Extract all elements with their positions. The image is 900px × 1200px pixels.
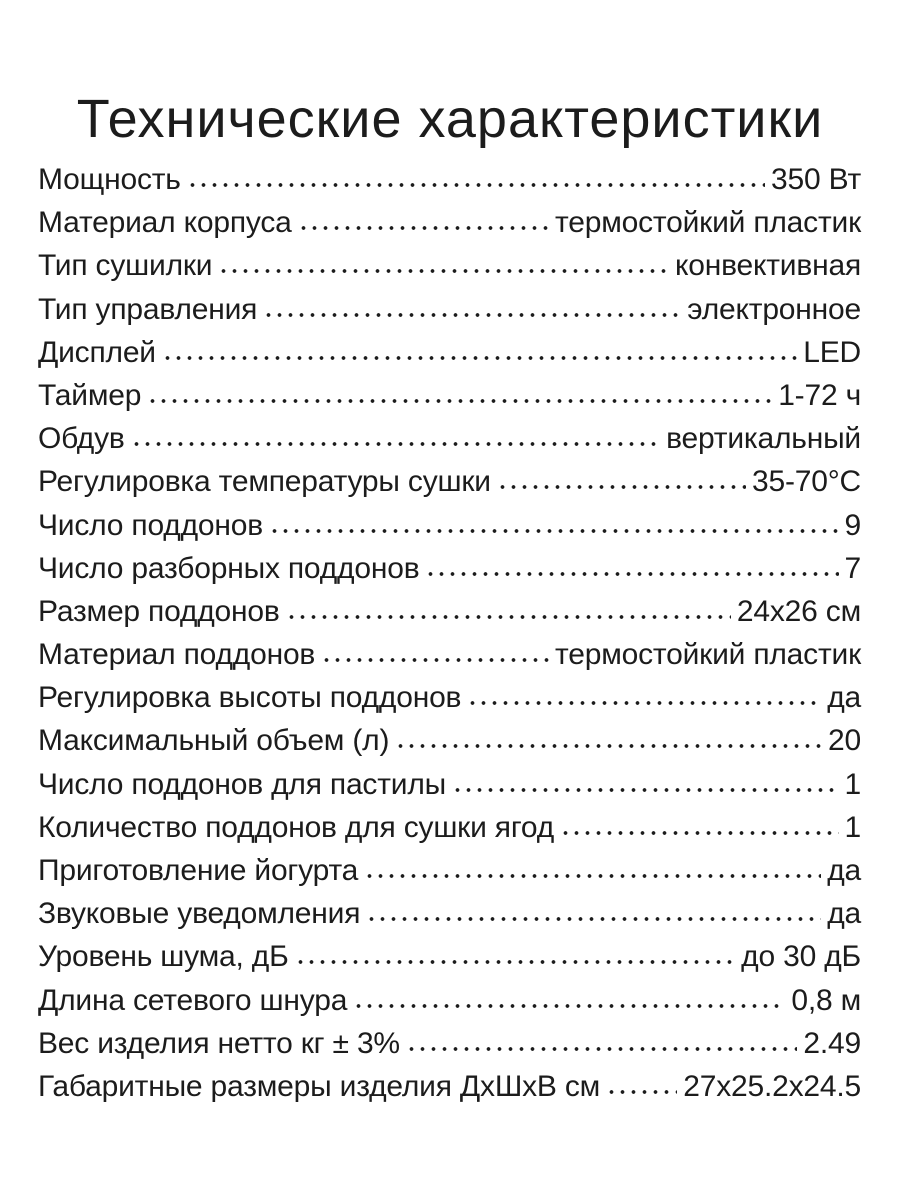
spec-label: Звуковые уведомления [38,897,361,931]
spec-value: 2.49 [803,1026,861,1060]
dot-leader [286,615,731,619]
spec-value: 0,8 м [791,983,861,1017]
spec-label: Габаритные размеры изделия ДхШхВ см [38,1069,601,1103]
spec-row-yogurt [38,849,861,892]
spec-label: Размер поддонов [38,594,280,628]
dot-leader [131,442,660,446]
dot-leader [606,1090,677,1094]
spec-label: Приготовление йогурта [38,854,359,887]
spec-value: 350 Вт [771,163,861,196]
spec-value: 9 [844,508,861,542]
dot-leader [187,183,765,187]
spec-row-dimensions [38,1065,861,1108]
spec-row-dryer-type [38,244,861,287]
spec-label: Число разборных поддонов [38,551,420,585]
spec-label: Максимальный объем (л) [38,724,390,758]
spec-value: термостойкий пластик [555,206,861,240]
dot-leader [162,356,797,360]
spec-row-net-weight [38,1022,861,1065]
dot-leader [353,1004,785,1008]
spec-value: LED [803,335,861,369]
spec-value: термостойкий пластик [555,638,861,672]
spec-label: Тип сушилки [38,249,213,283]
dot-leader [298,226,549,230]
spec-row-noise-level [38,935,861,978]
dot-leader [364,874,821,878]
spec-label: Регулировка высоты поддонов [38,681,462,715]
spec-label: Уровень шума, дБ [38,940,289,974]
spec-row-tray-material [38,633,861,676]
spec-row-collapsible-trays [38,547,861,590]
dot-leader [395,744,822,748]
dot-leader [406,1047,798,1051]
spec-row-max-volume [38,719,861,762]
dot-leader [467,701,821,705]
spec-value: 1 [844,810,861,844]
dot-leader [295,960,736,964]
dot-leader [497,485,746,489]
spec-row-berry-trays [38,806,861,849]
spec-value: да [827,897,861,931]
dot-leader [147,399,772,403]
spec-value: 1 [844,767,861,801]
spec-value: 27x25.2x24.5 [683,1069,861,1103]
spec-label: Число поддонов для пастилы [38,767,446,801]
spec-label: Обдув [38,422,125,456]
spec-list [38,158,861,1108]
spec-row-temperature [38,460,861,503]
spec-value: да [827,681,861,715]
spec-label: Вес изделия нетто кг ± 3% [38,1026,400,1060]
spec-value: 20 [828,724,861,758]
spec-label: Длина сетевого шнура [38,983,348,1017]
spec-value: да [827,854,861,887]
spec-label: Дисплей [38,335,156,369]
spec-label: Регулировка температуры сушки [38,465,491,499]
spec-row-pastila-trays [38,763,861,806]
spec-label: Материал корпуса [38,206,292,240]
dot-leader [366,917,821,921]
spec-row-body-material [38,201,861,244]
spec-label: Тип управления [38,292,258,326]
spec-label: Количество поддонов для сушки ягод [38,810,555,844]
dot-leader [263,313,681,317]
dot-leader [560,831,838,835]
spec-row-cord-length [38,979,861,1022]
dot-leader [269,529,839,533]
dot-leader [218,269,669,273]
spec-row-display [38,331,861,374]
spec-row-tray-count [38,504,861,547]
spec-row-airflow [38,417,861,460]
spec-value: 7 [844,551,861,585]
dot-leader [425,572,838,576]
spec-label: Таймер [38,378,142,412]
spec-value: до 30 дБ [741,940,861,974]
spec-label: Число поддонов [38,508,263,542]
spec-label: Материал поддонов [38,638,316,672]
spec-label: Мощность [38,163,181,196]
spec-value: электронное [687,292,861,326]
spec-row-control-type [38,288,861,331]
dot-leader [321,658,549,662]
spec-value: конвективная [675,249,861,283]
spec-row-tray-height-adjust [38,676,861,719]
spec-row-tray-size [38,590,861,633]
spec-row-power [38,158,861,201]
spec-row-timer [38,374,861,417]
page-title: Технические характеристики [76,89,824,150]
spec-value: 35-70°C [752,465,861,499]
dot-leader [452,788,839,792]
spec-row-sound-alerts [38,892,861,935]
spec-value: 24x26 см [736,594,861,628]
spec-value: вертикальный [666,422,861,456]
spec-value: 1-72 ч [778,378,861,412]
